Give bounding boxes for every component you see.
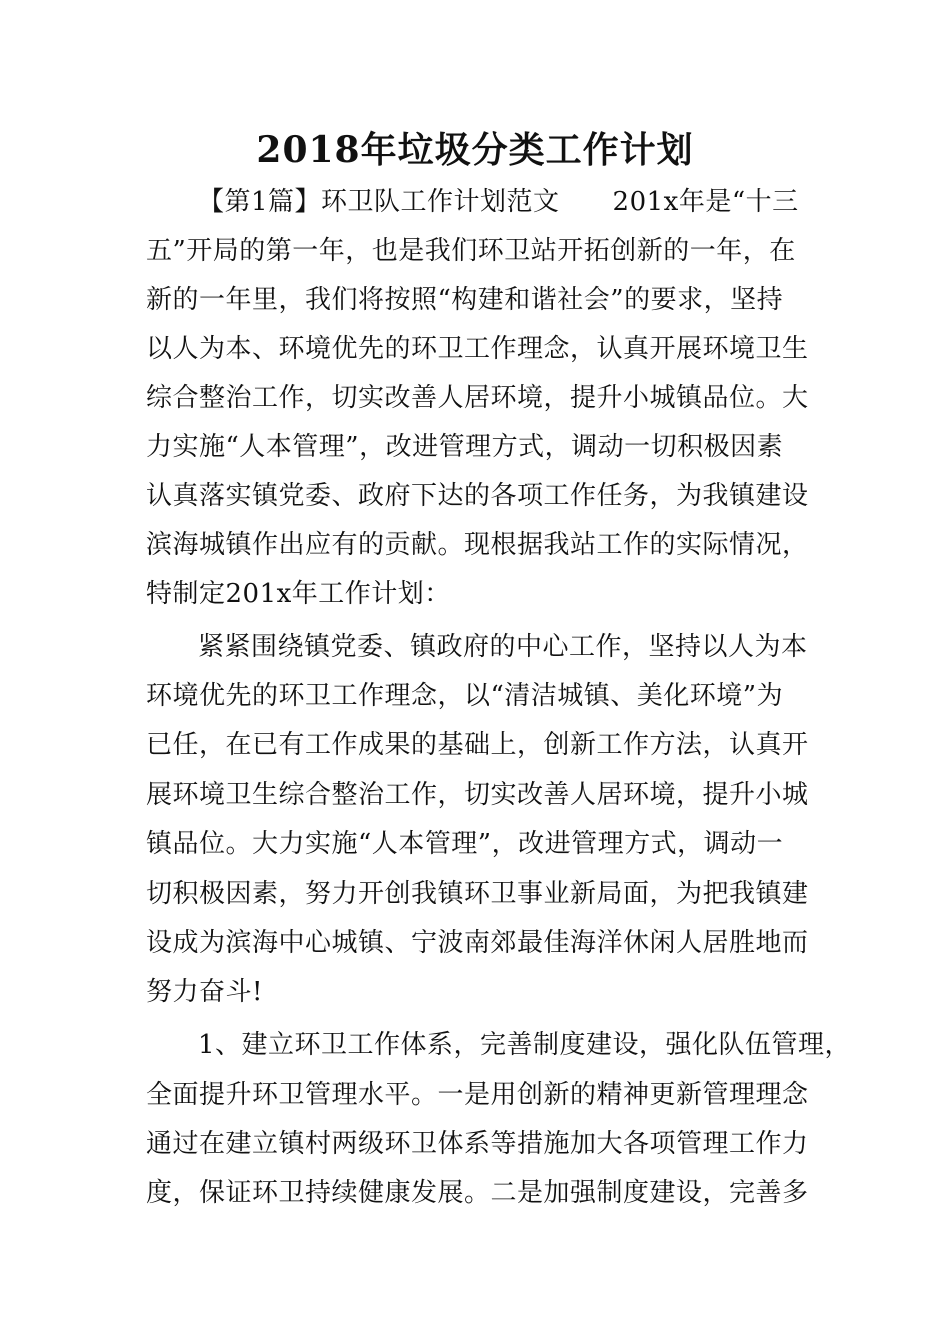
text-line: 镇品位。大力实施“人本管理”，改进管理方式，调动一	[146, 829, 784, 859]
document-title: 2018年垃圾分类工作计划	[256, 129, 694, 171]
text-line: 通过在建立镇村两级环卫体系等措施加大各项管理工作力	[146, 1129, 809, 1159]
text-line: 五”开局的第一年，也是我们环卫站开拓创新的一年，在	[146, 236, 796, 266]
text-line: 努力奋斗!	[146, 977, 263, 1007]
text-line: 力实施“人本管理”，改进管理方式，调动一切积极因素	[146, 432, 784, 462]
text-line: 综合整治工作，切实改善人居环境，提升小城镇品位。大	[146, 383, 809, 413]
text-line: 认真落实镇党委、政府下达的各项工作任务，为我镇建设	[146, 481, 809, 511]
text-line: 切积极因素，努力开创我镇环卫事业新局面，为把我镇建	[146, 879, 809, 909]
text-line: 紧紧围绕镇党委、镇政府的中心工作，坚持以人为本	[198, 632, 808, 662]
text-line: 已任，在已有工作成果的基础上，创新工作方法，认真开	[146, 730, 809, 760]
text-line: 特制定201x年工作计划：	[146, 579, 451, 609]
text-line: 滨海城镇作出应有的贡献。现根据我站工作的实际情况，	[146, 530, 809, 560]
text-line: 【第1篇】环卫队工作计划范文 201x年是“十三	[198, 187, 799, 217]
text-line: 以人为本、环境优先的环卫工作理念，认真开展环境卫生	[146, 334, 809, 364]
text-line: 1、建立环卫工作体系，完善制度建设，强化队伍管理，	[198, 1030, 852, 1060]
text-line: 新的一年里，我们将按照“构建和谐社会”的要求，坚持	[146, 285, 784, 315]
text-line: 展环境卫生综合整治工作，切实改善人居环境，提升小城	[146, 780, 809, 810]
text-line: 度，保证环卫持续健康发展。二是加强制度建设，完善多	[146, 1178, 809, 1208]
text-line: 环境优先的环卫工作理念，以“清洁城镇、美化环境”为	[146, 681, 784, 711]
text-line: 设成为滨海中心城镇、宁波南郊最佳海洋休闲人居胜地而	[146, 928, 809, 958]
text-line: 全面提升环卫管理水平。一是用创新的精神更新管理理念	[146, 1080, 809, 1110]
